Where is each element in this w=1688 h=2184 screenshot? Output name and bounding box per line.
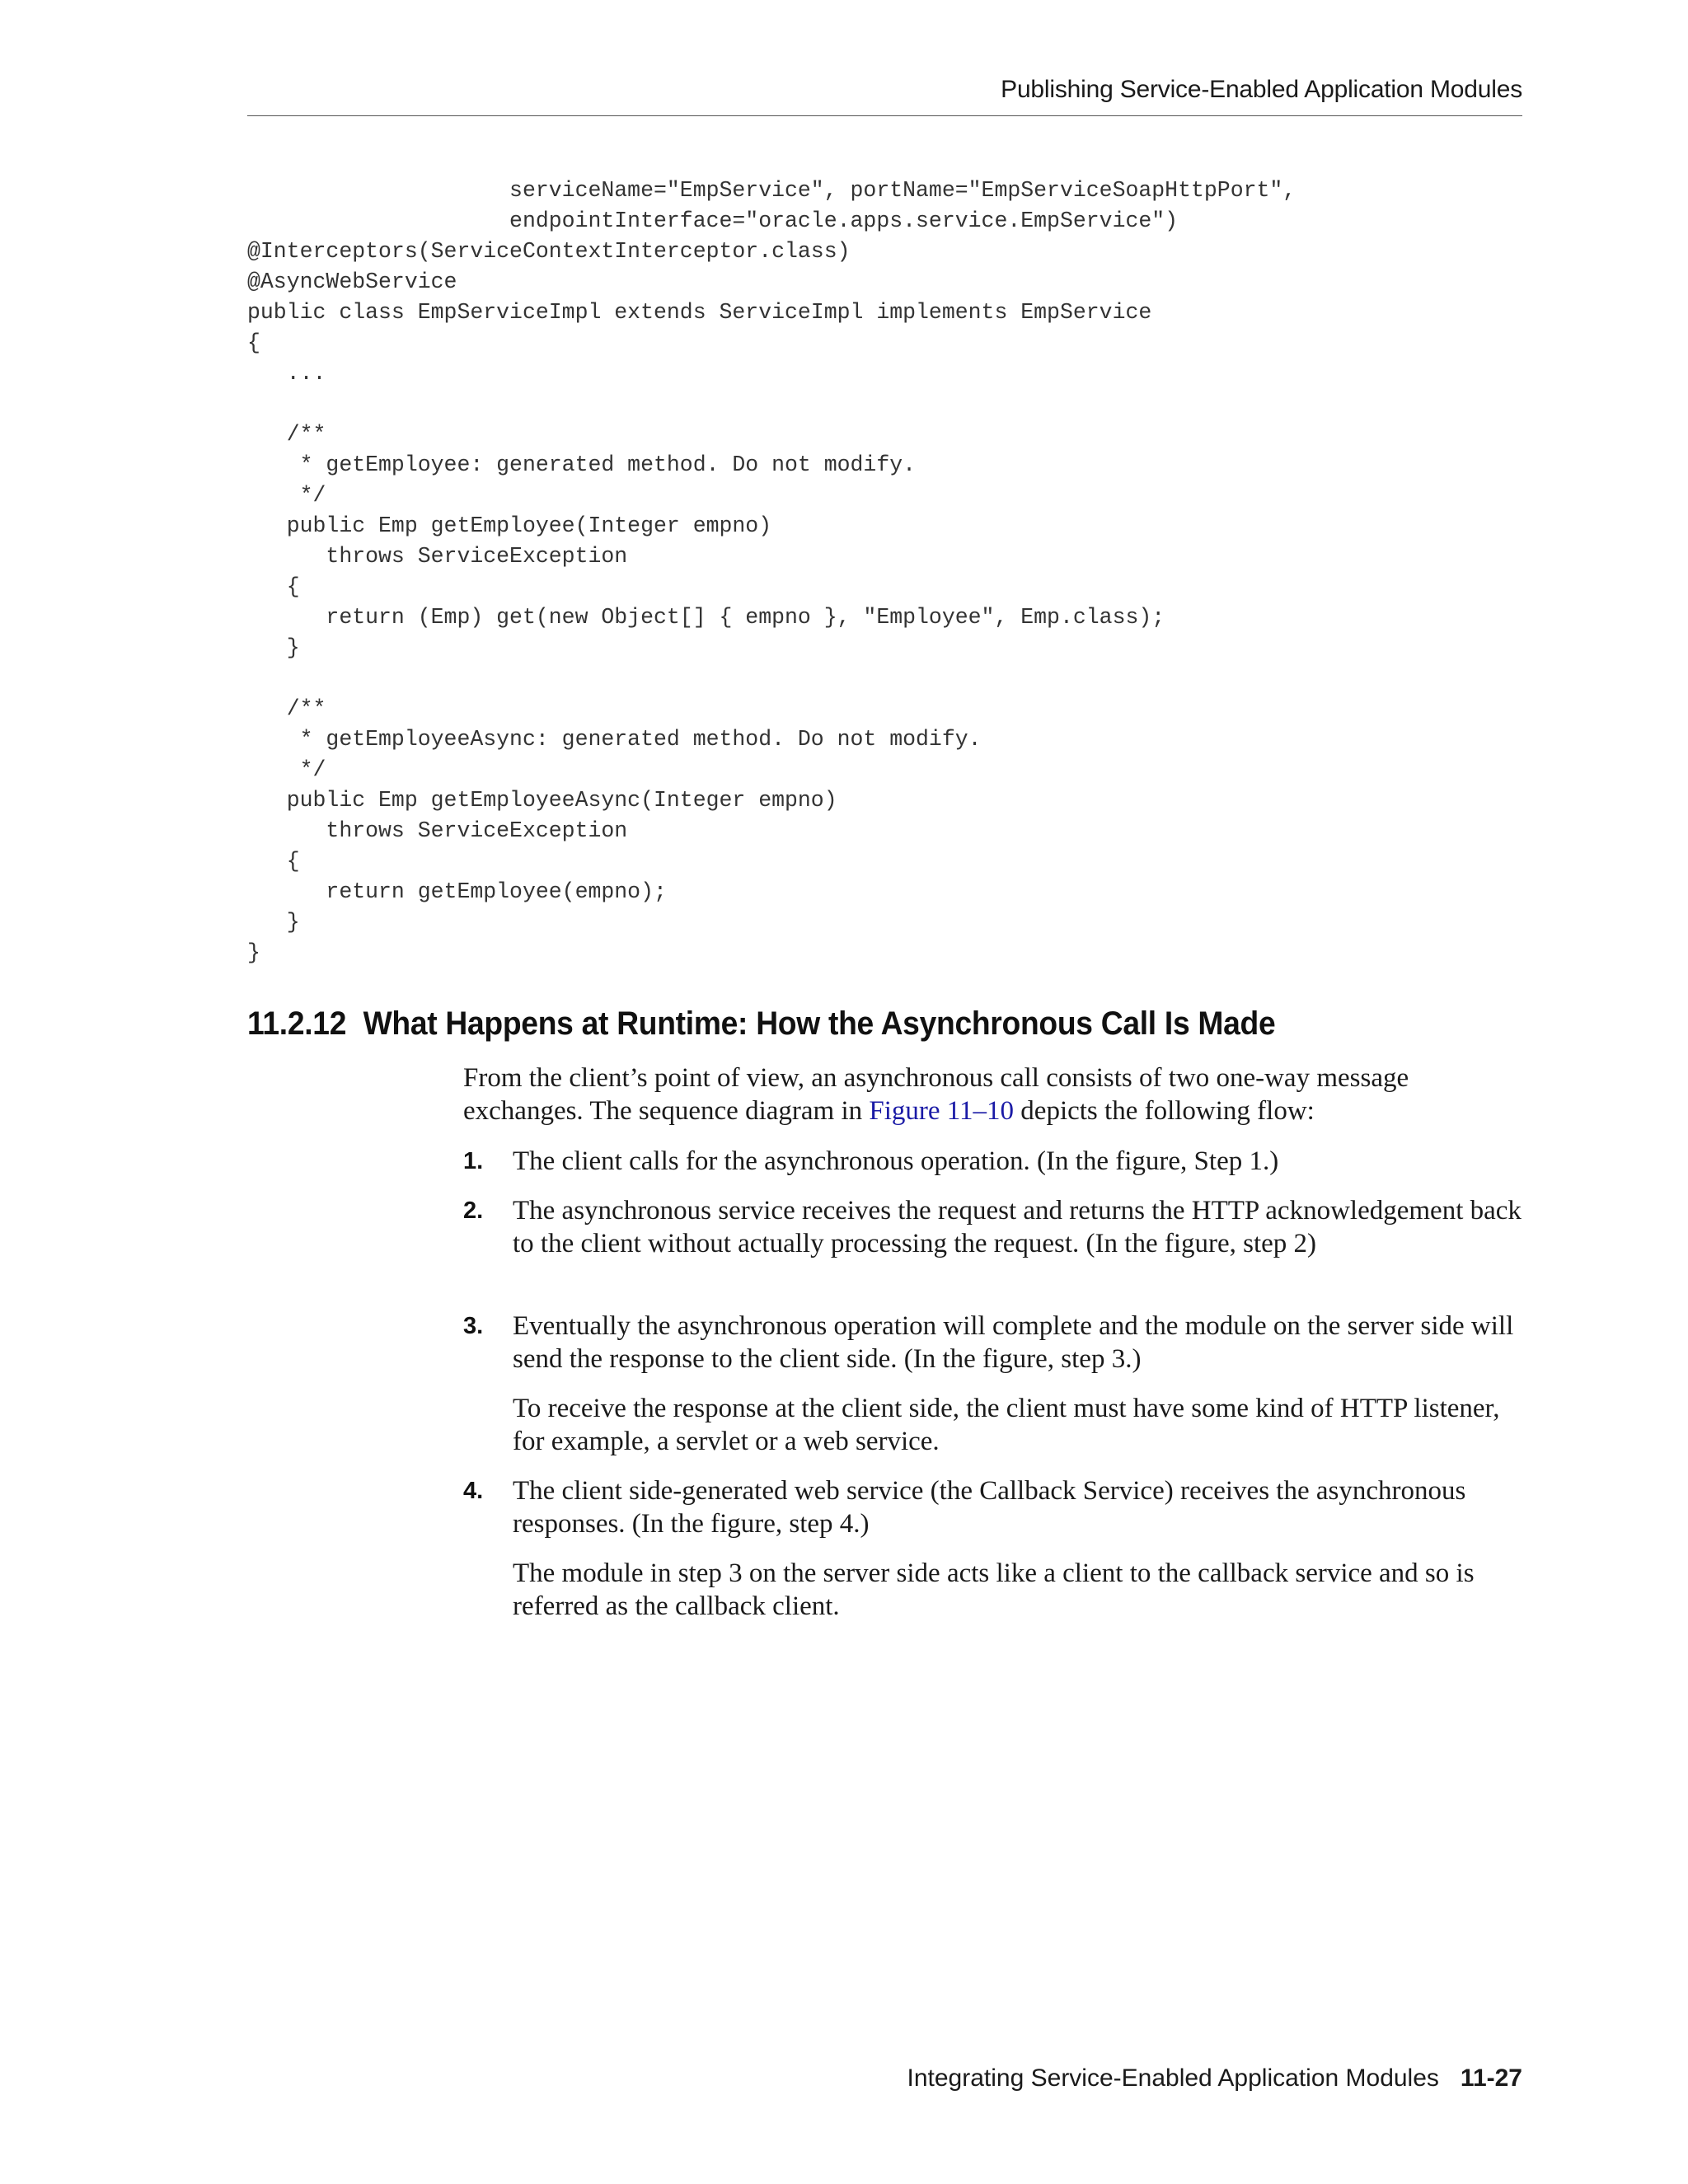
step-text: The client calls for the asynchronous operation. (In the figure, Step 1.) bbox=[513, 1146, 1279, 1176]
code-line: /** bbox=[247, 422, 326, 447]
figure-link[interactable]: Figure 11–10 bbox=[869, 1096, 1015, 1126]
step-text: The asynchronous service receives the request and returns the HTTP acknowledgement back to the client without actually processing the request. (In the figure, step 2) bbox=[513, 1196, 1522, 1258]
code-line: return (Emp) get(new Object[] { empno }, "Employee", Emp.class); bbox=[247, 605, 1165, 630]
code-line: * getEmployee: generated method. Do not modify. bbox=[247, 452, 917, 477]
section-number: 11.2.12 bbox=[247, 1005, 347, 1042]
code-block bbox=[247, 176, 1296, 968]
code-line: } bbox=[247, 940, 260, 965]
code-line: } bbox=[247, 635, 300, 660]
section-heading bbox=[247, 1005, 1275, 1043]
section-title: What Happens at Runtime: How the Asynchronous Call Is Made bbox=[363, 1005, 1276, 1042]
code-line: public Emp getEmployeeAsync(Integer empno) bbox=[247, 788, 837, 813]
code-line: ... bbox=[247, 361, 326, 386]
header-rule bbox=[247, 115, 1522, 116]
code-line: throws ServiceException bbox=[247, 544, 628, 569]
intro-text-end: depicts the following flow: bbox=[1014, 1096, 1315, 1126]
code-line bbox=[247, 663, 1296, 694]
code-line: */ bbox=[247, 483, 326, 508]
code-line bbox=[247, 389, 1296, 419]
code-line: */ bbox=[247, 757, 326, 782]
step-text: The client side-generated web service (the Callback Service) receives the asynchronous responses. (In the figure, step 4.) bbox=[513, 1476, 1466, 1539]
code-line: endpointInterface="oracle.apps.service.EmpService") bbox=[247, 209, 1179, 233]
page-footer bbox=[907, 2064, 1522, 2093]
code-line: { bbox=[247, 330, 260, 355]
code-line: } bbox=[247, 910, 300, 935]
step-number: 2. bbox=[463, 1197, 484, 1224]
running-header: Publishing Service-Enabled Application Modules bbox=[1001, 76, 1522, 103]
step-note: To receive the response at the client side, the client must have some kind of HTTP listener, for example, a servlet or a web service. bbox=[513, 1394, 1500, 1456]
page-number: 11-27 bbox=[1460, 2064, 1522, 2092]
code-line: * getEmployeeAsync: generated method. Do not modify. bbox=[247, 727, 982, 752]
code-line: @AsyncWebService bbox=[247, 269, 457, 294]
code-line: { bbox=[247, 574, 300, 599]
footer-chapter-title: Integrating Service-Enabled Application Modules bbox=[907, 2064, 1439, 2092]
code-line: throws ServiceException bbox=[247, 818, 628, 843]
code-line: @Interceptors(ServiceContextInterceptor.class) bbox=[247, 239, 851, 264]
code-line: serviceName="EmpService", portName="EmpServiceSoapHttpPort", bbox=[247, 178, 1296, 203]
code-line: /** bbox=[247, 696, 326, 721]
intro-paragraph bbox=[463, 1062, 1535, 1127]
step-number: 3. bbox=[463, 1313, 484, 1339]
code-line: public class EmpServiceImpl extends ServiceImpl implements EmpService bbox=[247, 300, 1152, 325]
step-note: The module in step 3 on the server side acts like a client to the callback service and so is referred as the callback client. bbox=[513, 1558, 1475, 1621]
intro-text-start: From the client’s point of view, an asynchronous call consists of two one-way message exchanges. The sequence diagram in bbox=[463, 1063, 1409, 1126]
step-text: Eventually the asynchronous operation will complete and the module on the server side will send the response to the client side. (In the figure, step 3.) bbox=[513, 1311, 1514, 1374]
step-number: 4. bbox=[463, 1478, 484, 1504]
code-line: { bbox=[247, 849, 300, 874]
code-line: return getEmployee(empno); bbox=[247, 879, 667, 904]
step-number: 1. bbox=[463, 1148, 484, 1174]
code-line: public Emp getEmployee(Integer empno) bbox=[247, 513, 772, 538]
